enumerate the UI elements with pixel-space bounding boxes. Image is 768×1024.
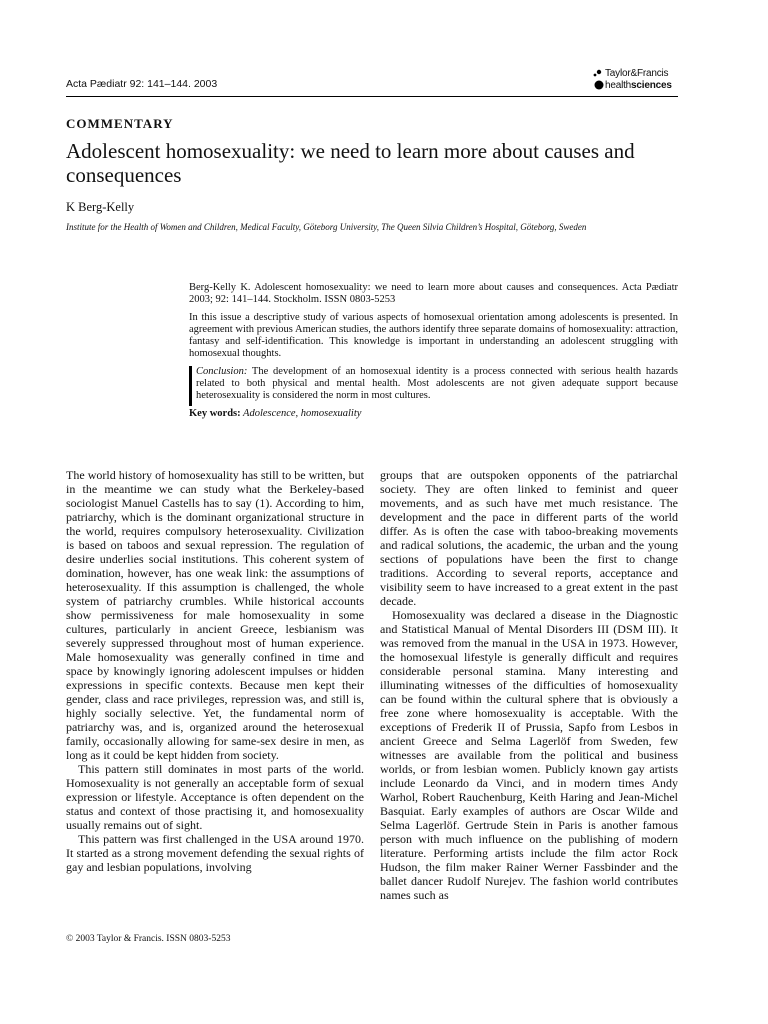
copyright-footer: © 2003 Taylor & Francis. ISSN 0803-5253 [66, 934, 231, 944]
publisher-logo-icon [592, 68, 604, 92]
conclusion-box [189, 366, 678, 402]
affiliation: Institute for the Health of Women and Children, Medical Faculty, Göteborg University, The Queen Silvia Children’s Hospital, Göteborg, Sweden [66, 222, 587, 232]
section-label: COMMENTARY [66, 116, 174, 131]
publisher-name: Taylor&Francis [605, 68, 669, 79]
body-column-left [66, 468, 364, 874]
keywords-list: Adolescence, homosexuality [240, 408, 362, 419]
author: K Berg-Kelly [66, 200, 135, 214]
journal-citation: Acta Pædiatr 92: 141–144. 2003 [66, 78, 218, 90]
paragraph: Homosexuality was declared a disease in the Diagnostic and Statistical Manual of Mental Disorders III (DSM III). It was removed from the manual in the USA in 1973. However, the homosexual lifestyle is generally difficult and requires considerable personal stamina. Many interesting and illuminating witnesses of the difficulties of homosexuality can be found within the cultural sphere that is obviously a free zone where homosexuality is acceptable. With the exceptions of Frederik II of Prussia, Sapfo from Lesbos in ancient Greece and Selma Lagerlöf from Sweden, few witnesses are available from the political and business worlds, or from lesbian women. Publicly known gay artists include Leonardo da Vinci, and in modern times Andy Warhol, Robert Rauchenburg, Keith Haring and Jean-Michel Basquiat. Early examples of authors are Oscar Wilde and Selma Lagerlöf. Gertrude Stein in Paris is another famous person with much influence on the publishing of modern literature. Performing artists include the film actor Rock Hudson, the film maker Rainer Werner Fassbinder and the ballet dancer Rudolf Nurejev. The fashion world contributes names such as [380, 608, 678, 902]
header-rule [66, 96, 678, 97]
conclusion-label: Conclusion: [196, 366, 248, 377]
conclusion [196, 366, 678, 402]
paragraph: This pattern still dominates in most parts of the world. Homosexuality is not generally an acceptable form of sexual expression or lifestyle. Acceptance is often dependent on the status and context of those practising it, and homosexuality usually remains out of sight. [66, 762, 364, 832]
keywords-label: Key words: [189, 408, 241, 419]
paragraph: This pattern was first challenged in the USA around 1970. It started as a strong movement defending the sexual rights of gay and lesbian populations, involving [66, 832, 364, 874]
conclusion-bar [189, 366, 192, 406]
publisher-logo [592, 68, 682, 94]
paragraph: The world history of homosexuality has still to be written, but in the meantime we can study what the Berkeley-based sociologist Manuel Castells has to say (1). According to him, patriarchy, which is the dominant organizational structure in the world, requires compulsory heterosexuality. Civilization is based on taboos and sexual repression. The regulation of desire underlies social institutions. This coherent system of domination, however, has one weak link: the assumptions of heterosexuality. If this assumption is challenged, the whole system of patriarchy crumbles. While historical accounts show permissiveness for male homosexuality in some cultures, particularly in ancient Greece, lesbianism was severely suppressed throughout most of human experience. Male homosexuality was generally confined in time and space by knowingly ignoring adolescent impulses or hidden expressions in specific contexts. Because men kept their gender, class and race privileges, repression was, and still is, highly socially selective. Yet, the fundamental norm of patriarchy was, and is, organized around the heterosexual family, occasionally allowing for same-sex desire in men, as long as it could be kept hidden from society. [66, 468, 364, 762]
paragraph: groups that are outspoken opponents of the patriarchal society. They are often linked to feminist and queer movements, and as such have met much resistance. The development and the pace in different parts of the world differ. As is often the case with taboo-breaking movements and radical solutions, the academic, the urban and the young sections of populations have been the first to change traditions. According to several reports, acceptance and visibility seem to have increased to a great extent in the past decade. [380, 468, 678, 608]
keywords [189, 408, 678, 420]
conclusion-text: The development of an homosexual identity is a process connected with serious health hazards related to both physical and mental health. Most adolescents are not given adequate support because heterosexuality is considered the norm in most cultures. [196, 366, 678, 401]
article-title: Adolescent homosexuality: we need to learn more about causes and consequences [66, 139, 635, 187]
abstract-summary: In this issue a descriptive study of various aspects of homosexual orientation among adolescents is presented. In agreement with previous American studies, the authors identify three separate domains of homosexuality: attraction, fantasy and self-identification. This knowledge is important in understanding an adolescent struggling with homosexual thoughts. [189, 312, 678, 359]
abstract-citation: Berg-Kelly K. Adolescent homosexuality: we need to learn more about causes and consequences. Acta Pædiatr 2003; 92: 141–144. Stockholm. ISSN 0803-5253 [189, 282, 678, 305]
abstract [189, 282, 678, 420]
publisher-imprint: healthsciences [605, 80, 672, 91]
body-column-right [380, 468, 678, 902]
